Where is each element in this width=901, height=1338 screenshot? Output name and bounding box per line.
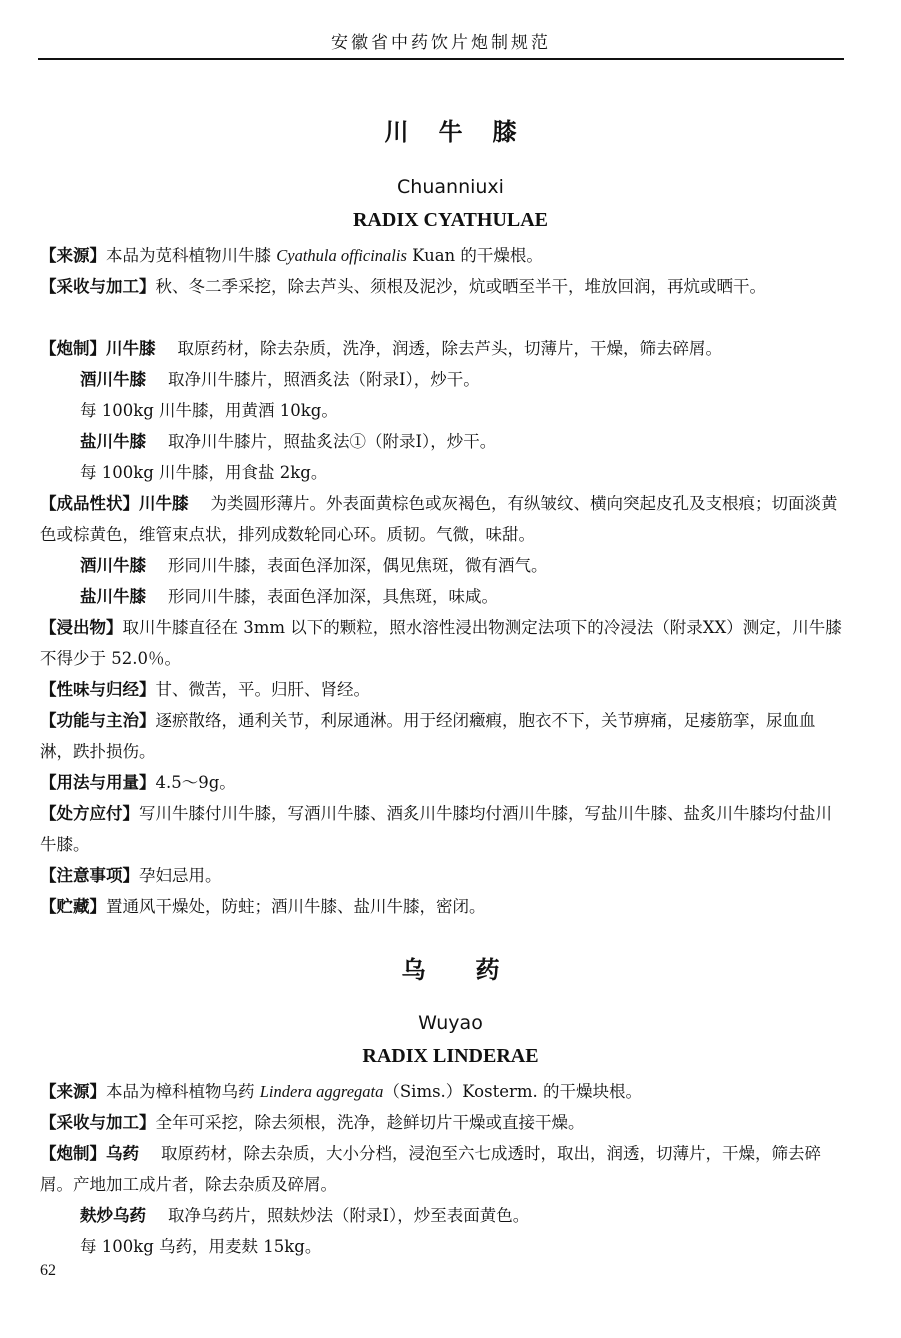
section-label: 【注意事项】 (40, 866, 139, 885)
section-text: 秋、冬二季采挖，除去芦头、须根及泥沙，炕或晒至半干，堆放回润，再炕或晒干。 (155, 277, 766, 296)
product-name: 麸炒乌药 (80, 1206, 146, 1225)
section-label: 【来源】 (40, 246, 106, 265)
section-storage (40, 891, 846, 922)
section-label: 【炮制】 (40, 339, 106, 358)
product-name: 盐川牛膝 (80, 432, 146, 451)
section-text: 4.5～9g。 (155, 773, 236, 792)
section-harvest (40, 1107, 846, 1138)
species-name: Lindera aggregata (259, 1082, 384, 1101)
section-label: 【采收与加工】 (40, 1113, 156, 1132)
section-text: 形同川牛膝，表面色泽加深，偶见焦斑，微有酒气。 (168, 556, 548, 575)
section-text: 甘、微苦，平。归肝、肾经。 (155, 680, 370, 699)
monograph-pinyin: Chuanniuxi (397, 176, 504, 198)
product-name: 酒川牛膝 (80, 556, 146, 575)
section-source (40, 240, 846, 271)
product-name: 盐川牛膝 (80, 587, 146, 606)
processing-wine (80, 364, 846, 395)
character-salt (80, 581, 846, 612)
section-text: 全年可采挖，除去须根，洗净，趁鲜切片干燥或直接干燥。 (155, 1113, 585, 1132)
section-label: 【浸出物】 (40, 618, 123, 637)
section-source (40, 1076, 846, 1107)
product-name: 乌药 (106, 1144, 139, 1163)
monograph-latin-name: RADIX CYATHULAE (352, 209, 549, 231)
section-label: 【成品性状】 (40, 494, 139, 513)
character-wine (80, 550, 846, 581)
section-label: 【贮藏】 (40, 897, 106, 916)
section-extract (40, 612, 846, 674)
section-usage (40, 767, 846, 798)
section-text: 取净川牛膝片，照盐炙法①（附录Ⅰ），炒干。 (168, 432, 497, 451)
processing-wine-dose: 每 100kg 川牛膝，用黄酒 10kg。 (80, 401, 338, 420)
section-text: 写川牛膝付川牛膝，写酒川牛膝、酒炙川牛膝均付酒川牛膝，写盐川牛膝、盐炙川牛膝均付盐川牛膝。 (40, 804, 832, 854)
monograph-pinyin: Wuyao (418, 1012, 483, 1034)
section-text: 孕妇忌用。 (139, 866, 222, 885)
section-label: 【采收与加工】 (40, 277, 156, 296)
monograph-title: 川牛膝 (384, 118, 547, 146)
section-text: Kuan 的干燥根。 (406, 246, 543, 265)
processing-salt (80, 426, 846, 457)
section-label: 【炮制】 (40, 1144, 106, 1163)
page-number: 62 (40, 1262, 56, 1279)
section-text: 取净川牛膝片，照酒炙法（附录Ⅰ），炒干。 (168, 370, 480, 389)
section-nature (40, 674, 846, 705)
product-name: 川牛膝 (106, 339, 156, 358)
section-character (40, 488, 846, 550)
processing-bran-dose: 每 100kg 乌药，用麦麸 15kg。 (80, 1237, 322, 1256)
species-name: Cyathula officinalis (276, 246, 407, 265)
section-label: 【功能与主治】 (40, 711, 156, 730)
section-function (40, 705, 846, 767)
section-label: 【用法与用量】 (40, 773, 156, 792)
section-harvest (40, 271, 846, 302)
processing-salt-dose: 每 100kg 川牛膝，用食盐 2kg。 (80, 463, 328, 482)
monograph-latin-name: RADIX LINDERAE (362, 1045, 539, 1067)
section-label: 【性味与归经】 (40, 680, 156, 699)
section-text: 取净乌药片，照麸炒法（附录Ⅰ），炒至表面黄色。 (168, 1206, 530, 1225)
section-label: 【来源】 (40, 1082, 106, 1101)
section-text: 本品为苋科植物川牛膝 (106, 246, 277, 265)
section-label: 【处方应付】 (40, 804, 139, 823)
running-header: 安徽省中药饮片炮制规范 (38, 28, 844, 60)
section-text: （Sims.）Kosterm. 的干燥块根。 (383, 1082, 643, 1101)
monograph-title: 乌药 (401, 956, 550, 984)
section-text: 取川牛膝直径在 3mm 以下的颗粒，照水溶性浸出物测定法项下的冷浸法（附录XX）测定，川牛膝不得少于 52.0％。 (40, 618, 842, 668)
section-text: 本品为樟科植物乌药 (106, 1082, 260, 1101)
product-name: 川牛膝 (139, 494, 189, 513)
product-name: 酒川牛膝 (80, 370, 146, 389)
section-text: 逐瘀散络，通利关节，利尿通淋。用于经闭癥瘕，胞衣不下，关节痹痛，足痿筋挛，尿血血淋，跌扑损伤。 (40, 711, 816, 761)
section-prescription (40, 798, 846, 860)
section-text: 置通风干燥处，防蛀；酒川牛膝、盐川牛膝，密闭。 (106, 897, 486, 916)
section-processing (40, 1138, 846, 1200)
section-text: 形同川牛膝，表面色泽加深，具焦斑，味咸。 (168, 587, 498, 606)
section-processing (40, 333, 846, 364)
section-text: 取原药材，除去杂质，大小分档，浸泡至六七成透时，取出，润透，切薄片，干燥，筛去碎屑。产地加工成片者，除去杂质及碎屑。 (40, 1144, 821, 1194)
section-text: 取原药材，除去杂质，洗净，润透，除去芦头，切薄片，干燥，筛去碎屑。 (177, 339, 722, 358)
section-text: 为类圆形薄片。外表面黄棕色或灰褐色，有纵皱纹、横向突起皮孔及支根痕；切面淡黄色或棕黄色，维管束点状，排列成数轮同心环。质韧。气微，味甜。 (40, 494, 838, 544)
processing-bran (80, 1200, 846, 1231)
section-caution (40, 860, 846, 891)
